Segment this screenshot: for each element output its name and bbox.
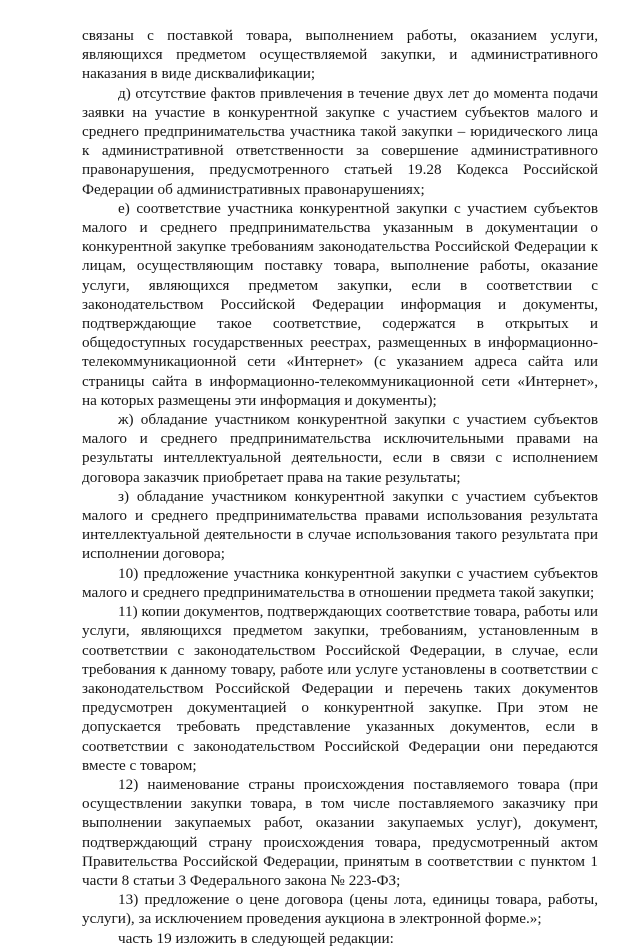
paragraph-item-zh: ж) обладание участником конкурентной закупки с участием субъектов малого и среднего предпринимательства исключительными правами на результаты интеллектуальной деятельности, если в связи с исполнением договора заказчик приобретает права на такие результаты; bbox=[82, 411, 598, 486]
paragraph-continuation: связаны с поставкой товара, выполнением работы, оказанием услуги, являющихся предметом осуществляемой закупки, и административного наказания в виде дисквалификации; bbox=[82, 27, 598, 83]
paragraph-item-z: з) обладание участником конкурентной закупки с участием субъектов малого и среднего предпринимательства правами использования результата интеллектуальной деятельности в случае использования такого результата при исполнении договора; bbox=[82, 487, 598, 563]
paragraph-item-d: д) отсутствие фактов привлечения в течение двух лет до момента подачи заявки на участие в конкурентной закупке с участием субъектов малого и среднего предпринимательства участника такой закупки – юридического лица к административной ответственности за совершение административного правонарушения, предусмотренного статьей 19.28 Кодекса Российской Федерации об административных правонарушениях; bbox=[82, 84, 598, 198]
paragraph-item-12: 12) наименование страны происхождения поставляемого товара (при осуществлении закупки товара, в том числе поставляемого заказчику при выполнении закупаемых работ, оказании закупаемых услуг), документ, подтверждающий страну происхождения товара, предусмотренный актом Правительства Российской Федерации, принятым в соответствии с пунктом 1 части 8 статьи 3 Федерального закона № 223-ФЗ; bbox=[82, 775, 598, 889]
paragraph-item-e: е) соответствие участника конкурентной закупки с участием субъектов малого и среднего предпринимательства указанным в документации о конкурентной закупке требованиям законодательства Российской Федерации к лицам, осуществляющим поставку товара, выполнение работы, оказание услуги, являющихся предметом закупки, если в соответствии с законодательством Российской Федерации информация и документы, подтверждающие такое соответствие, содержатся в открытых и общедоступных государственных реестрах, размещенных в информационно-телекоммуникационной сети «Интернет» (с указанием адреса сайта или страницы сайта в информационно-телекоммуникационной сети «Интернет», на которых размещены эти информация и документы); bbox=[82, 199, 598, 409]
paragraph-item-13: 13) предложение о цене договора (цены лота, единицы товара, работы, услуги), за исключением проведения аукциона в электронной форме.»; bbox=[82, 891, 598, 928]
document-page bbox=[82, 26, 598, 948]
paragraph-item-11: 11) копии документов, подтверждающих соответствие товара, работы или услуги, являющихся предметом закупки, требованиям, установленным в соответствии с законодательством Российской Федерации, в случае, если требования к данному товару, работе или услуге установлены в соответствии с законодательством Российской Федерации и перечень таких документов предусмотрен документацией о конкурентной закупке. При этом не допускается требовать представление указанных документов, если в соответствии с законодательством Российской Федерации они передаются вместе с товаром; bbox=[82, 603, 598, 774]
paragraph-item-10: 10) предложение участника конкурентной закупки с участием субъектов малого и среднего предпринимательства в отношении предмета такой закупки; bbox=[82, 564, 598, 601]
paragraph-part-19-intro: часть 19 изложить в следующей редакции: bbox=[118, 929, 394, 947]
